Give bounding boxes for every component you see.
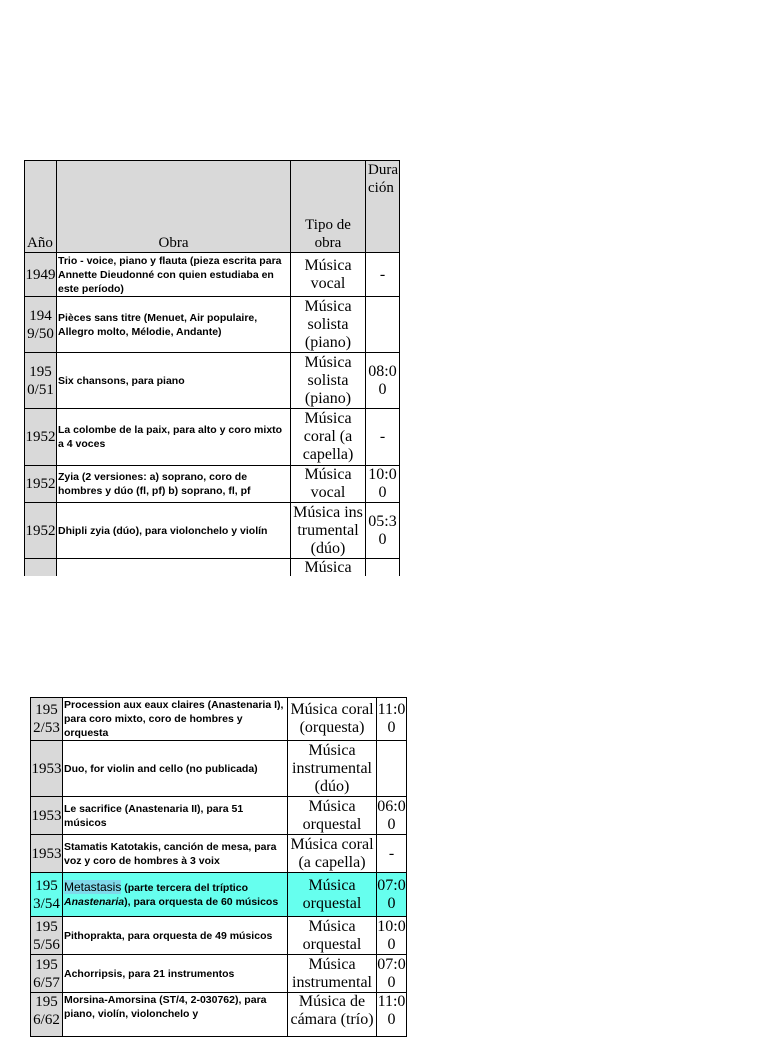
duration-cell — [366, 297, 400, 353]
works-table-top — [24, 160, 401, 576]
year-cell: 1956/62 — [31, 993, 63, 1037]
table-row — [31, 835, 407, 873]
duration-cell: 10:00 — [377, 917, 406, 953]
year-cell: 1955/56 — [31, 917, 63, 955]
table-row — [31, 741, 407, 797]
table-row — [31, 698, 407, 741]
table-row — [25, 297, 400, 353]
work-italic-title: Anastenaria — [64, 896, 125, 908]
work-cell: Pièces sans titre (Menuet, Air populaire, Allegro molto, Mélodie, Andante) — [57, 297, 291, 353]
work-text: (parte tercera del tríptico — [121, 882, 248, 894]
year-cell: 1949 — [25, 253, 57, 297]
header-type: Tipo de obra — [291, 161, 366, 253]
metastasis-link[interactable]: Metastasis — [64, 880, 122, 894]
year-cell: 1949/50 — [25, 297, 57, 353]
year-cell: 1953/54 — [31, 873, 63, 917]
year-cell: 1956/57 — [31, 955, 63, 993]
work-cell: Trio - voice, piano y flauta (pieza escrita para Annette Dieudonné con quien estudiaba en este período) — [57, 253, 291, 297]
work-cell: Pithoprakta, para orquesta de 49 músicos — [63, 917, 288, 955]
work-cell: Stamatis Katotakis, canción de mesa, para voz y coro de hombres à 3 voix — [63, 835, 288, 873]
type-cell: Música orquestal — [288, 873, 377, 917]
duration-cell: 10:00 — [366, 466, 400, 503]
type-cell: Música coral (a capella) — [291, 409, 366, 466]
duration-cell: 08:00 — [366, 353, 400, 409]
duration-cell — [377, 741, 407, 797]
table-row — [25, 253, 400, 297]
works-table-bottom — [30, 697, 407, 1037]
type-cell: Música solista (piano) — [291, 353, 366, 409]
table-row — [31, 993, 407, 1037]
work-cell: Procession aux eaux claires (Anastenaria I), para coro mixto, coro de hombres y orquesta — [63, 698, 288, 741]
table-row — [31, 797, 407, 835]
table-row — [31, 917, 407, 955]
header-work: Obra — [57, 161, 291, 253]
year-cell: 1953 — [31, 741, 63, 797]
type-cell: Música instrumental (dúo) — [291, 503, 366, 559]
duration-cell: 11:00 — [377, 698, 407, 741]
works-table-2 — [30, 697, 407, 1037]
work-cell: Morsina-Amorsina (ST/4, 2-030762), para piano, violín, violonchelo y — [63, 993, 288, 1037]
type-cell: Música coral (orquesta) — [288, 698, 377, 741]
duration-cell: 11:00 — [377, 993, 407, 1037]
table-row — [25, 409, 400, 466]
year-cell — [25, 559, 57, 577]
work-cell: Six chansons, para piano — [57, 353, 291, 409]
work-cell: Duo, for violin and cello (no publicada) — [63, 741, 288, 797]
table-row — [25, 353, 400, 409]
work-text: ), para orquesta de 60 músicos — [124, 896, 279, 908]
type-cell: Música solista (piano) — [291, 297, 366, 353]
duration-cell — [366, 559, 400, 577]
works-table-1 — [24, 160, 400, 576]
work-cell: Le sacrifice (Anastenaria II), para 51 músicos — [63, 797, 288, 835]
year-cell: 1953 — [31, 797, 63, 835]
type-cell: Música — [291, 559, 366, 577]
header-duration: Duración — [366, 161, 400, 253]
type-cell: Música de cámara (trío) — [288, 993, 377, 1037]
type-cell: Música vocal — [291, 253, 366, 297]
table-header-row — [25, 161, 400, 253]
duration-cell: 05:30 — [366, 503, 400, 559]
type-cell: Música vocal — [291, 466, 366, 503]
work-cell — [63, 873, 288, 917]
year-cell: 1952 — [25, 503, 57, 559]
year-cell: 1952/53 — [31, 698, 63, 741]
year-cell: 1952 — [25, 466, 57, 503]
work-cell — [57, 559, 291, 577]
type-cell: Música coral (a capella) — [288, 835, 377, 873]
work-cell: Achorripsis, para 21 instrumentos — [63, 955, 288, 993]
table-row-highlighted — [31, 873, 407, 917]
type-cell: Música instrumental — [288, 955, 377, 993]
type-cell: Música orquestal — [288, 917, 377, 955]
table-row — [31, 955, 407, 993]
year-cell: 1950/51 — [25, 353, 57, 409]
duration-cell: - — [366, 409, 400, 466]
table-row — [25, 503, 400, 559]
duration-cell: 07:00 — [377, 873, 407, 917]
duration-cell: 07:00 — [377, 955, 406, 991]
header-year: Año — [25, 161, 57, 253]
type-cell: Música instrumental (dúo) — [288, 741, 377, 797]
year-cell: 1952 — [25, 409, 57, 466]
duration-cell: - — [366, 253, 400, 297]
work-cell: Zyia (2 versiones: a) soprano, coro de hombres y dúo (fl, pf) b) soprano, fl, pf — [57, 466, 291, 503]
duration-cell: 06:00 — [377, 797, 406, 833]
type-cell: Música orquestal — [288, 797, 377, 835]
year-cell: 1953 — [31, 835, 63, 873]
duration-cell: - — [377, 835, 407, 873]
table-row — [25, 559, 400, 577]
work-cell: Dhipli zyia (dúo), para violonchelo y violín — [57, 503, 291, 559]
table-row — [25, 466, 400, 503]
work-cell: La colombe de la paix, para alto y coro mixto a 4 voces — [57, 409, 291, 466]
